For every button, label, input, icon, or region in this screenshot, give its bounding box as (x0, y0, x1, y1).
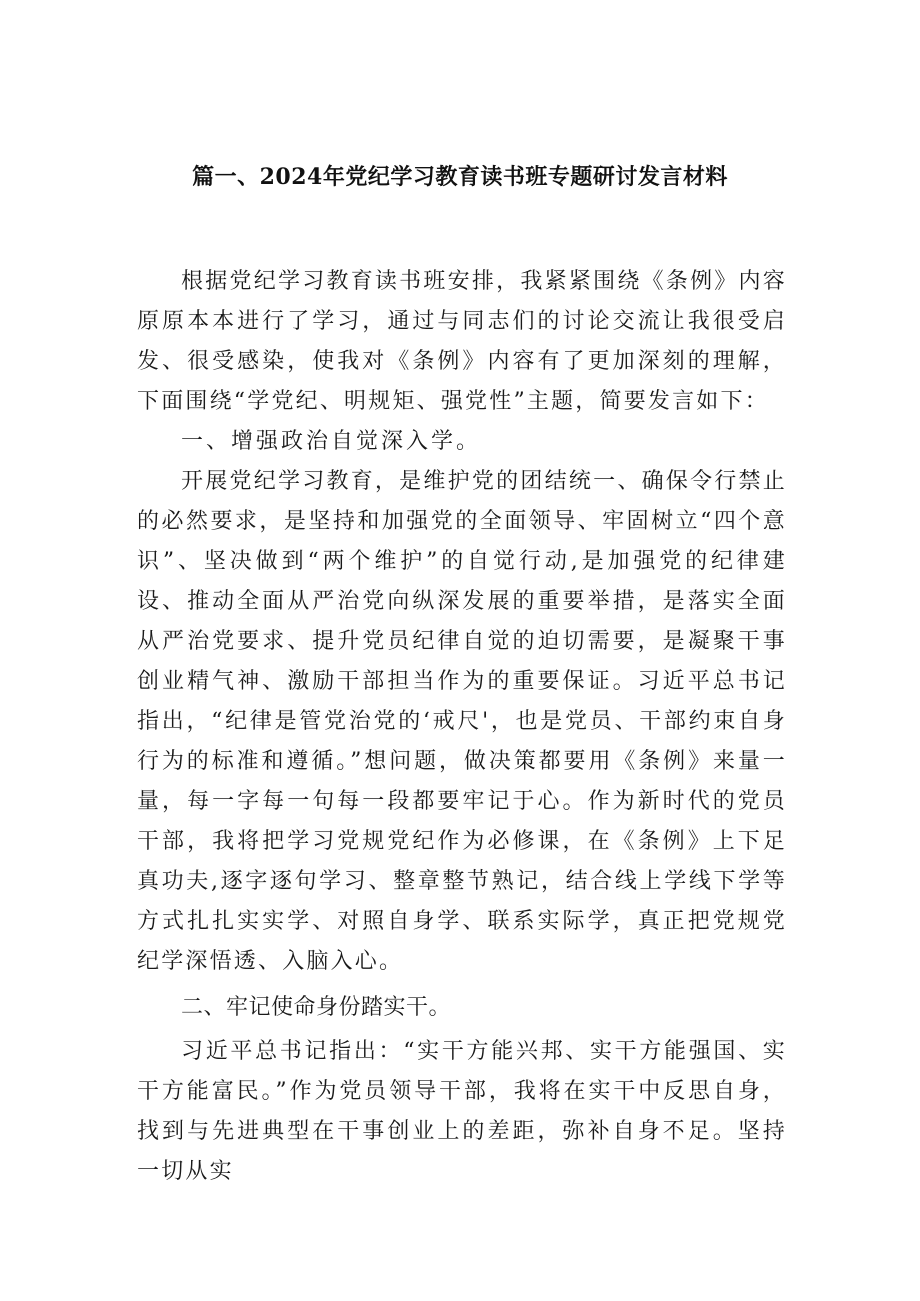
document-body (137, 262, 787, 1192)
paragraph-section-2: 习近平总书记指出：“实干方能兴邦、实干方能强国、实干方能富民。”作为党员领导干部，我将在实干中反思自身，找到与先进典型在干事创业上的差距，弥补自身不足。坚持一切从实 (137, 1039, 787, 1184)
section-heading-1: 一、增强政治自觉深入学。 (181, 429, 482, 454)
paragraph-section-1: 开展党纪学习教育，是维护党的团结统一、确保令行禁止的必然要求，是坚持和加强党的全面领导、牢固树立“四个意识”、坚决做到“两个维护”的自觉行动,是加强党的纪律建设、推动全面从严治党向纵深发展的重要举措，是落实全面从严治党要求、提升党员纪律自觉的迫切需要，是凝聚干事创业精气神、激励干部担当作为的重要保证。习近平总书记指出，“纪律是管党治党的‘戒尺'，也是党员、干部约束自身行为的标准和遵循。”想问题，做决策都要用《条例》来量一量，每一字每一句每一段都要牢记于心。作为新时代的党员干部，我将把学习党规党纪作为必修课，在《条例》上下足真功夫,逐字逐句学习、整章整节熟记，结合线上学线下学等方式扎扎实实学、对照自身学、联系实际学，真正把党规党纪学深悟透、入脑入心。 (137, 469, 787, 974)
paragraph-intro: 根据党纪学习教育读书班安排，我紧紧围绕《条例》内容原原本本进行了学习，通过与同志们的讨论交流让我很受启发、很受感染，使我对《条例》内容有了更加深刻的理解，下面围绕“学党纪、明规矩、强党性”主题，简要发言如下： (137, 269, 787, 414)
document-title: 篇一、2024年党纪学习教育读书班专题研讨发言材料 (192, 164, 728, 190)
section-heading-2: 二、牢记使命身份踏实干。 (181, 995, 452, 1020)
